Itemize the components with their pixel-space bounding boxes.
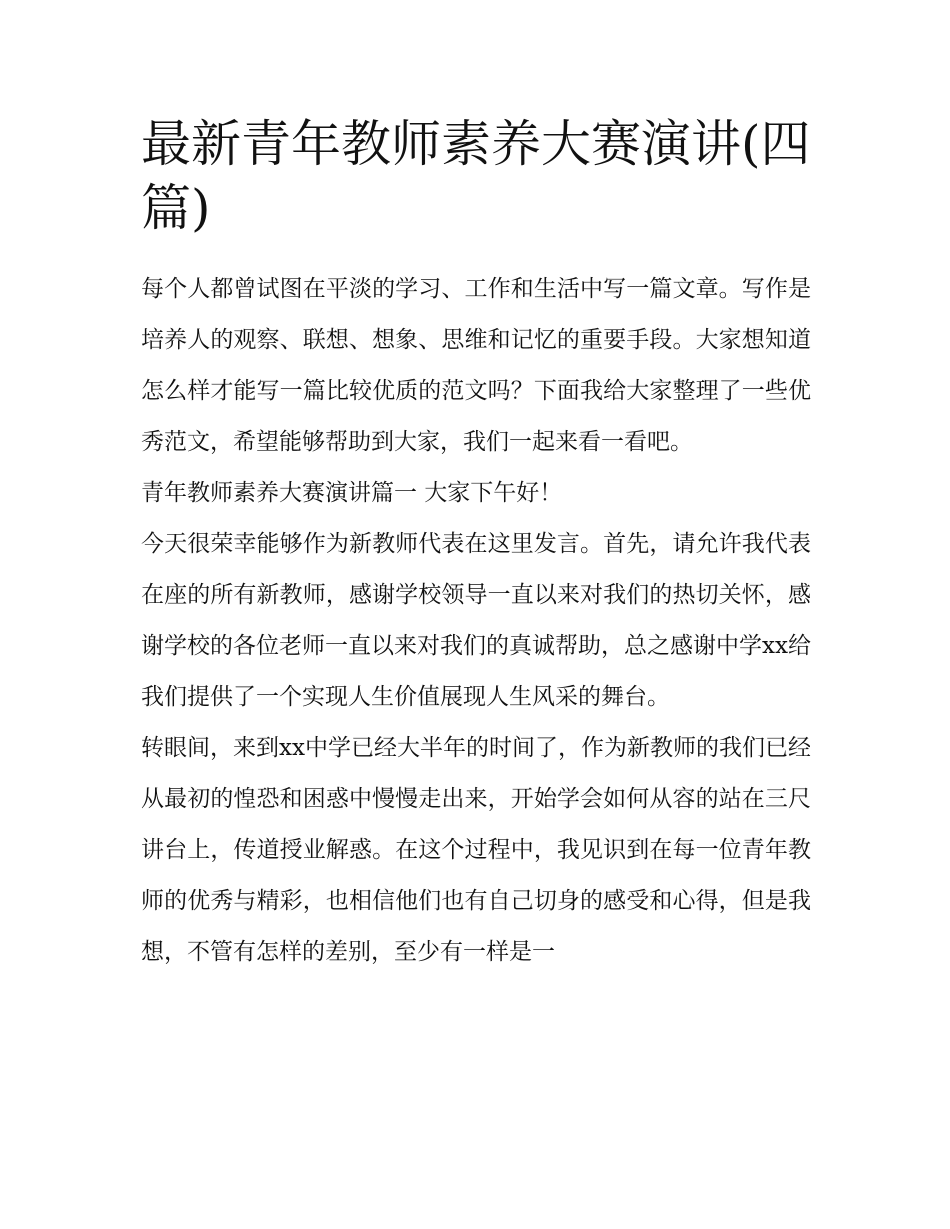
document-title: 最新青年教师素养大赛演讲(四篇) (141, 115, 811, 237)
paragraph-intro: 每个人都曾试图在平淡的学习、工作和生活中写一篇文章。写作是培养人的观察、联想、想象、思维和记忆的重要手段。大家想知道怎么样才能写一篇比较优质的范文吗？下面我给大家整理了一些优秀范文，希望能够帮助到大家，我们一起来看一看吧。 (141, 276, 811, 455)
paragraph-speech-heading: 青年教师素养大赛演讲篇一 大家下午好！ (141, 480, 563, 506)
document-body (141, 112, 811, 978)
paragraph-thanks: 今天很荣幸能够作为新教师代表在这里发言。首先，请允许我代表在座的所有新教师，感谢学校领导一直以来对我们的热切关怀，感谢学校的各位老师一直以来对我们的真诚帮助，总之感谢中学xx给我们提供了一个实现人生价值展现人生风采的舞台。 (141, 531, 811, 710)
paragraph-reflection: 转眼间，来到xx中学已经大半年的时间了，作为新教师的我们已经从最初的惶恐和困惑中慢慢走出来，开始学会如何从容的站在三尺讲台上，传道授业解惑。在这个过程中，我见识到在每一位青年教师的优秀与精彩，也相信他们也有自己切身的感受和心得，但是我想，不管有怎样的差别，至少有一样是一 (141, 735, 811, 965)
